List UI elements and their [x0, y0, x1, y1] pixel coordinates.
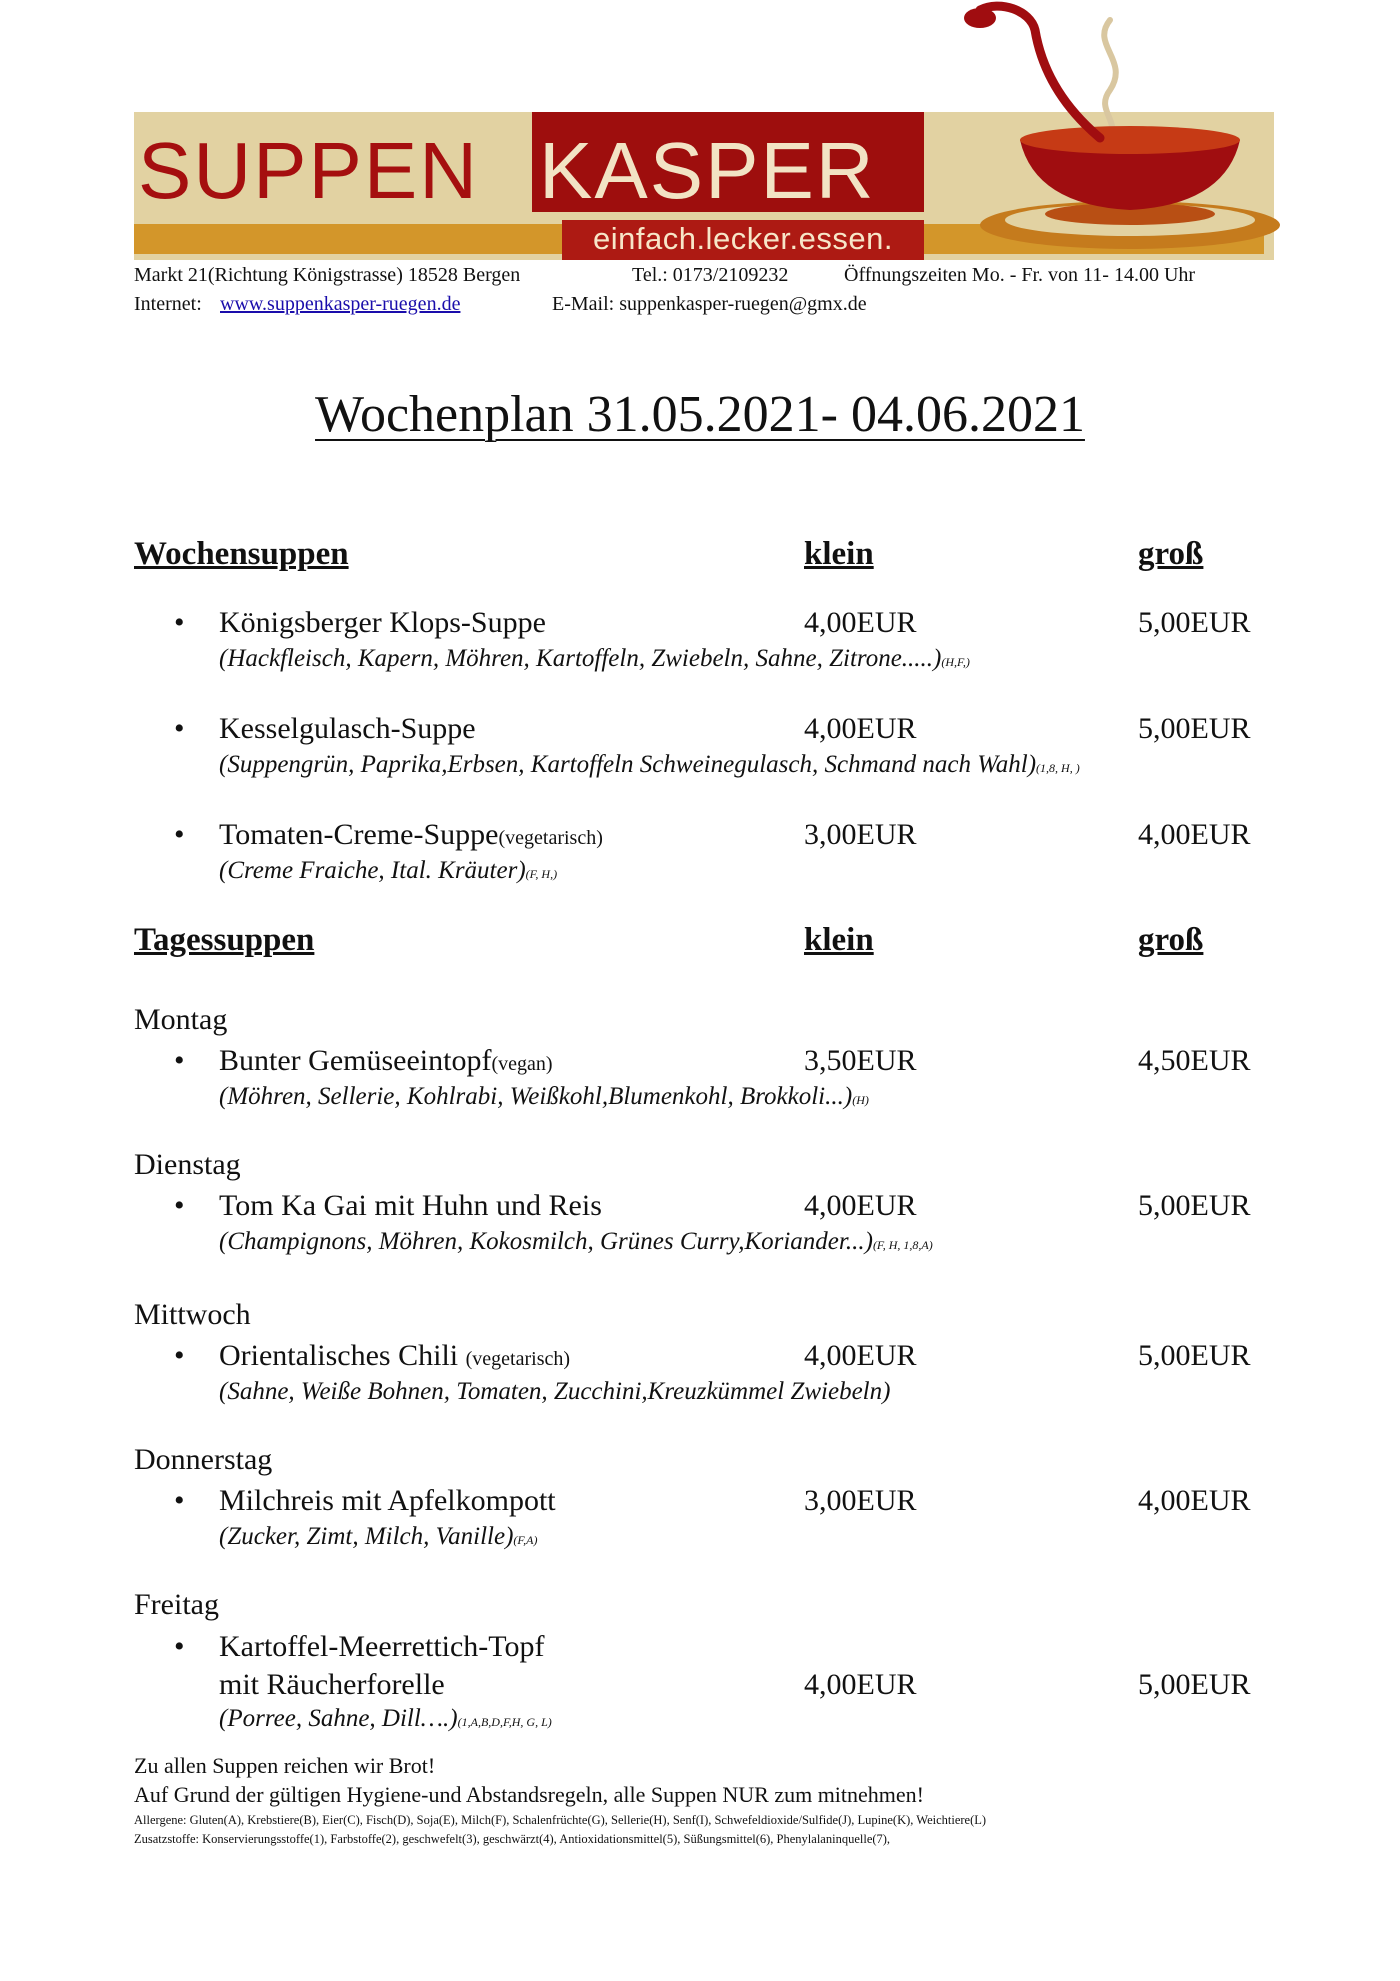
- dish-name: Orientalisches Chili (vegetarisch): [219, 1339, 571, 1372]
- weekly-heading: Wochensuppen: [134, 536, 349, 572]
- day-label: Dienstag: [134, 1148, 241, 1181]
- bullet: •: [174, 1484, 185, 1517]
- price-small: 3,50EUR: [804, 1044, 917, 1077]
- dish-description: (Zucker, Zimt, Milch, Vanille)(F,A): [219, 1523, 538, 1550]
- dish-description: (Suppengrün, Paprika,Erbsen, Kartoffeln Schweinegulasch, Schmand nach Wahl)(1,8, H, ): [219, 751, 1080, 778]
- allergen-codes: (H,F,): [941, 655, 970, 669]
- dish-description: (Möhren, Sellerie, Kohlrabi, Weißkohl,Blumenkohl, Brokkoli...)(H): [219, 1083, 869, 1110]
- opening-hours: Öffnungszeiten Mo. - Fr. von 11- 14.00 Uhr: [844, 264, 1196, 286]
- price-large: 5,00EUR: [1138, 1339, 1251, 1372]
- internet-label: Internet:: [134, 293, 202, 315]
- phone: Tel.: 0173/2109232: [632, 264, 789, 286]
- dish-name: Milchreis mit Apfelkompott: [219, 1484, 556, 1517]
- soup-bowl-icon: [960, 0, 1290, 270]
- dish-description: (Hackfleisch, Kapern, Möhren, Kartoffeln, Zwiebeln, Sahne, Zitrone.....)(H,F,): [219, 645, 970, 672]
- day-label: Freitag: [134, 1588, 219, 1621]
- price-large: 4,50EUR: [1138, 1044, 1251, 1077]
- dish-name: Tom Ka Gai mit Huhn und Reis: [219, 1189, 602, 1222]
- dish-name-line-2: mit Räucherforelle: [219, 1668, 445, 1701]
- price-small: 4,00EUR: [804, 606, 917, 639]
- allergen-codes: (H): [852, 1093, 869, 1107]
- price-small: 4,00EUR: [804, 1339, 917, 1372]
- price-large: 4,00EUR: [1138, 818, 1251, 851]
- day-label: Mittwoch: [134, 1298, 251, 1331]
- price-small: 3,00EUR: [804, 818, 917, 851]
- bullet: •: [174, 1044, 185, 1077]
- bullet: •: [174, 818, 185, 851]
- brand-part-1: SUPPEN: [138, 126, 479, 212]
- allergen-codes: (F, H,): [525, 867, 558, 881]
- price-large: 5,00EUR: [1138, 1668, 1251, 1701]
- dish-name: Bunter Gemüseeintopf(vegan): [219, 1044, 553, 1077]
- price-small: 4,00EUR: [804, 1668, 917, 1701]
- allergen-codes: (F,A): [513, 1533, 538, 1547]
- address: Markt 21(Richtung Königstrasse) 18528 Bergen: [134, 264, 521, 286]
- logo-tagline: einfach.lecker.essen.: [592, 221, 893, 256]
- price-large: 5,00EUR: [1138, 606, 1251, 639]
- day-label: Montag: [134, 1003, 228, 1036]
- bullet: •: [174, 712, 185, 745]
- dish-name: Königsberger Klops-Suppe: [219, 606, 546, 639]
- weekly-col-small: klein: [804, 536, 874, 572]
- price-large: 5,00EUR: [1138, 712, 1251, 745]
- additives-legend: Zusatzstoffe: Konservierungsstoffe(1), Farbstoffe(2), geschwefelt(3), geschwärzt(4), Antioxidationsmittel(5), Süßungsmittel(6), Phenylalaninquelle(7),: [134, 1832, 891, 1846]
- dish-description: (Creme Fraiche, Ital. Kräuter)(F, H,): [219, 857, 558, 884]
- email: E-Mail: suppenkasper-ruegen@gmx.de: [552, 293, 867, 315]
- dish-name: Kartoffel-Meerrettich-Topf: [219, 1630, 545, 1663]
- dish-description: (Sahne, Weiße Bohnen, Tomaten, Zucchini,Kreuzkümmel Zwiebeln): [219, 1378, 891, 1405]
- bullet: •: [174, 1189, 185, 1222]
- allergen-codes: (F, H, 1,8,A): [872, 1238, 933, 1252]
- bread-note: Zu allen Suppen reichen wir Brot!: [134, 1753, 436, 1778]
- daily-col-small: klein: [804, 922, 874, 958]
- brand-part-2: KASPER: [539, 126, 876, 212]
- bullet: •: [174, 606, 185, 639]
- dish-description: (Porree, Sahne, Dill….)(1,A,B,D,F,H, G, L): [219, 1705, 552, 1732]
- price-small: 3,00EUR: [804, 1484, 917, 1517]
- allergen-legend: Allergene: Gluten(A), Krebstiere(B), Eier(C), Fisch(D), Soja(E), Milch(F), Schalenfrüchte(G), Sellerie(H), Senf(I), Schwefeldioxide/Sulfide(J), Lupine(K), Weichtiere(L): [134, 1813, 987, 1827]
- page-title: Wochenplan 31.05.2021- 04.06.2021: [315, 386, 1085, 443]
- price-small: 4,00EUR: [804, 1189, 917, 1222]
- daily-col-large: groß: [1138, 922, 1204, 958]
- logo-wordmark: [134, 112, 1034, 212]
- bullet: •: [174, 1630, 185, 1663]
- daily-heading: Tagessuppen: [134, 922, 315, 958]
- allergen-codes: (1,A,B,D,F,H, G, L): [457, 1715, 552, 1729]
- hygiene-note: Auf Grund der gültigen Hygiene-und Abstandsregeln, alle Suppen NUR zum mitnehmen!: [134, 1782, 925, 1807]
- website-link[interactable]: www.suppenkasper-ruegen.de: [220, 293, 461, 315]
- dish-description: (Champignons, Möhren, Kokosmilch, Grünes Curry,Koriander...)(F, H, 1,8,A): [219, 1228, 933, 1255]
- allergen-codes: (1,8, H, ): [1036, 761, 1080, 775]
- dish-name: Tomaten-Creme-Suppe(vegetarisch): [219, 818, 603, 851]
- price-large: 4,00EUR: [1138, 1484, 1251, 1517]
- day-label: Donnerstag: [134, 1443, 273, 1476]
- dish-name: Kesselgulasch-Suppe: [219, 712, 476, 745]
- price-large: 5,00EUR: [1138, 1189, 1251, 1222]
- weekly-col-large: groß: [1138, 536, 1204, 572]
- bullet: •: [174, 1339, 185, 1372]
- price-small: 4,00EUR: [804, 712, 917, 745]
